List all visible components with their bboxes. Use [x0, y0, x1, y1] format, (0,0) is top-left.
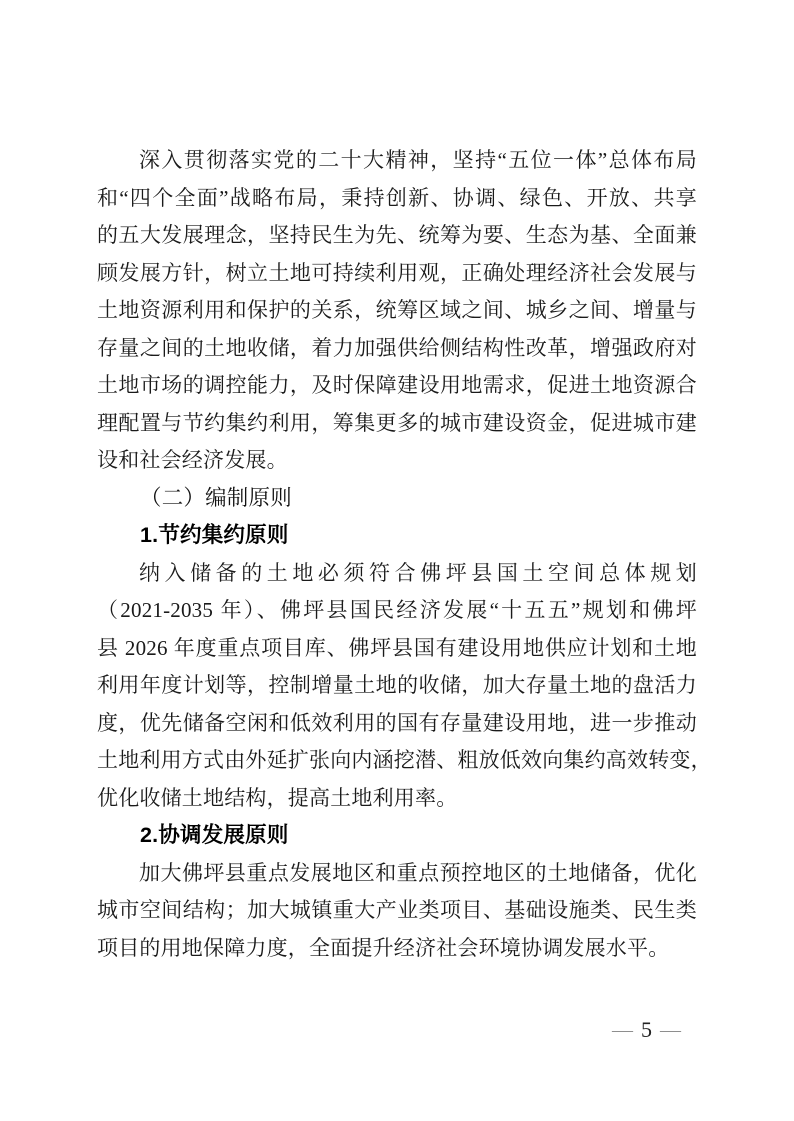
- section-heading: （二）编制原则: [140, 485, 292, 510]
- body-text-line: 项目的用地保障力度，全面提升经济社会环境协调发展水平。: [97, 935, 670, 960]
- body-text-line: 土地资源利用和保护的关系，统筹区域之间、城乡之间、增量与: [97, 298, 697, 322]
- body-text-line: 土地利用方式由外延扩张向内涵挖潜、粗放低效向集约高效转变，: [97, 748, 712, 772]
- body-text-line: 度，优先储备空闲和低效利用的国有存量建设用地，进一步推动: [97, 710, 697, 735]
- body-text-line: 纳入储备的土地必须符合佛坪县国土空间总体规划: [139, 560, 697, 585]
- body-text-line: 土地市场的调控能力，及时保障建设用地需求，促进土地资源合: [97, 373, 697, 397]
- numbered-subheading: 2.协调发展原则: [140, 823, 289, 847]
- body-text-line: 深入贯彻落实党的二十大精神，坚持“五位一体”总体布局: [139, 148, 697, 172]
- body-text-line: 利用年度计划等，控制增量土地的收储，加大存量土地的盘活力: [97, 673, 697, 697]
- body-text-line: 和“四个全面”战略布局，秉持创新、协调、绿色、开放、共享: [97, 185, 697, 210]
- body-text-line: 设和社会经济发展。: [97, 448, 288, 472]
- footer-dash-right: —: [660, 1020, 681, 1040]
- body-text-line: 城市空间结构；加大城镇重大产业类项目、基础设施类、民生类: [97, 898, 697, 922]
- body-text-line: （2021-2035 年）、佛坪县国民经济发展“十五五”规划和佛坪: [97, 598, 697, 622]
- body-text-line: 的五大发展理念，坚持民生为先、统筹为要、生态为基、全面兼: [97, 223, 697, 247]
- body-text-line: 县 2026 年度重点项目库、佛坪县国有建设用地供应计划和土地: [97, 635, 697, 660]
- body-text-line: 顾发展方针，树立土地可持续利用观，正确处理经济社会发展与: [97, 260, 697, 285]
- document-body: [97, 142, 712, 967]
- body-text-line: 理配置与节约集约利用，筹集更多的城市建设资金，促进城市建: [97, 410, 697, 435]
- numbered-subheading: 1.节约集约原则: [140, 523, 289, 547]
- body-text-line: 加大佛坪县重点发展地区和重点预控地区的土地储备，优化: [139, 860, 697, 885]
- page-footer: [612, 1018, 681, 1042]
- page-number: 5: [641, 1017, 652, 1042]
- footer-dash-left: —: [612, 1020, 633, 1040]
- body-text-line: 优化收储土地结构，提高土地利用率。: [97, 785, 458, 810]
- body-text-line: 存量之间的土地收储，着力加强供给侧结构性改革，增强政府对: [97, 335, 697, 360]
